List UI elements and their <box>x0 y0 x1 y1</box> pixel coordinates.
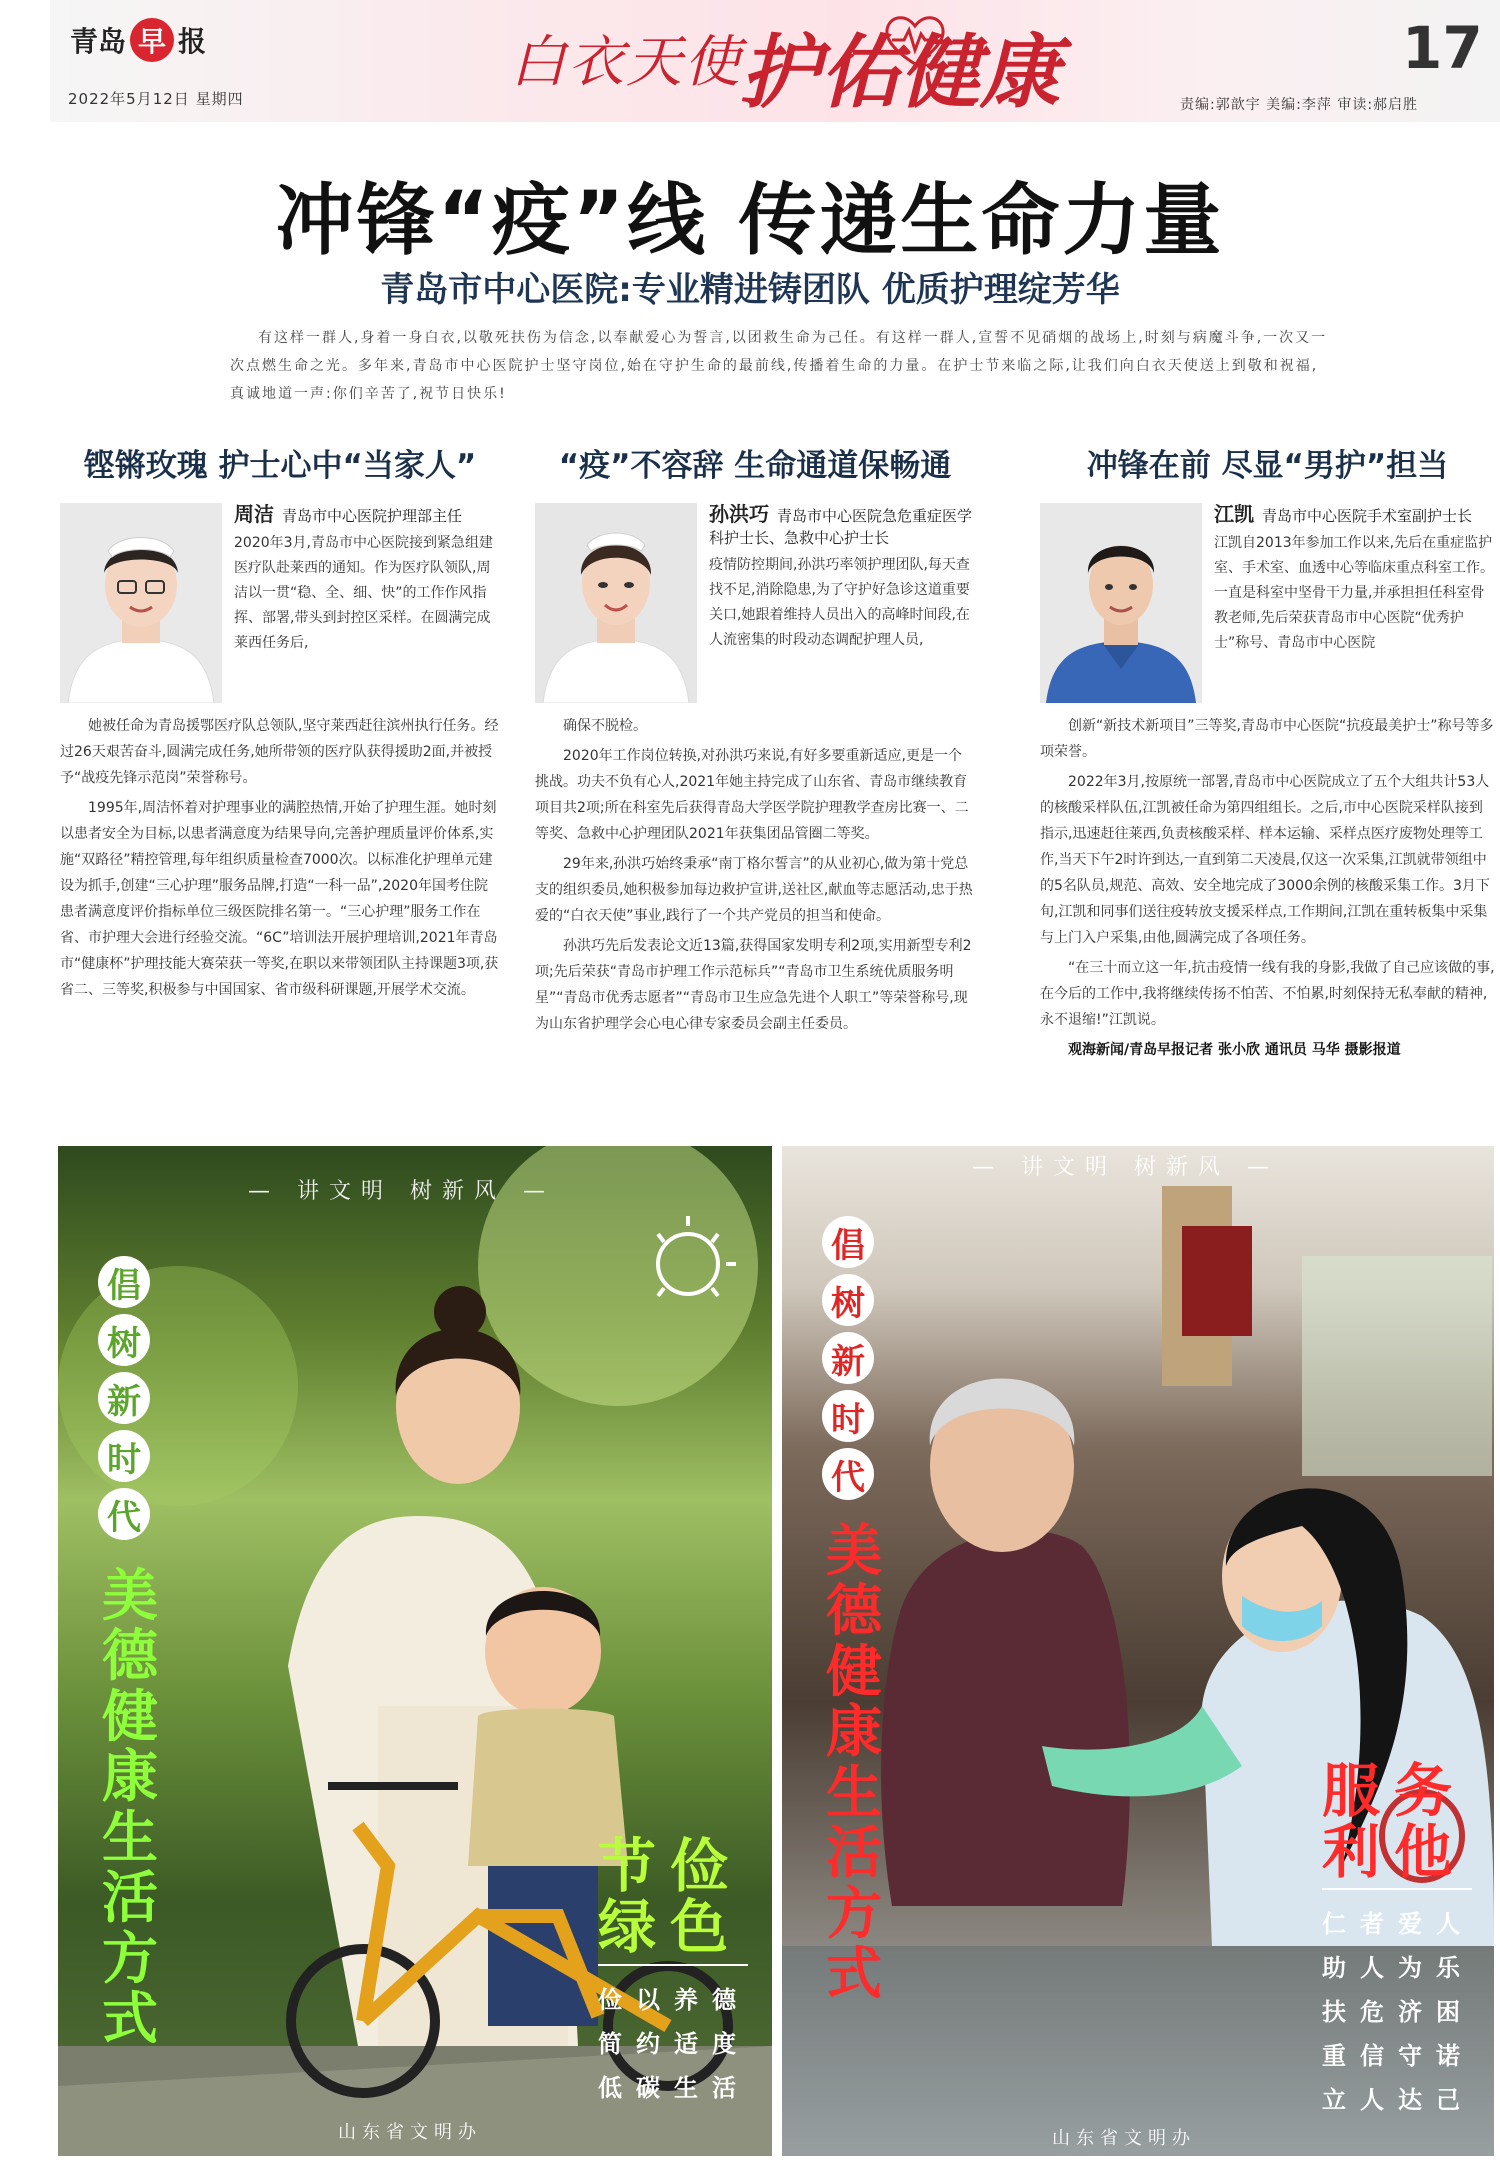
article-intro: 有这样一群人,身着一身白衣,以敬死扶伤为信念,以奉献爱心为誓言,以团救生命为己任。有这样一群人,宣誓不见硝烟的战场上,时刻与病魔斗争,一次又一次点燃生命之光。多年来,青岛市中心医院护士坚守岗位,始在守护生命的最前线,传播着生命的力量。在护士节来临之际,让我们向白衣天使送上到敬和祝福,真诚地道一声:你们辛苦了,祝节日快乐! <box>230 330 1328 402</box>
poster-vertical-title <box>98 1256 150 1546</box>
poster-bubble-char: 新 <box>822 1332 874 1384</box>
poster-slogan: — 讲文明 树新风 — <box>248 1179 555 1204</box>
poster-badge-line1: 节俭 <box>598 1832 743 1900</box>
reporter-credit: 观海新闻/青岛早报记者 张小欣 通讯员 马华 摄影报道 <box>1068 1042 1401 1058</box>
poster-bubble-char: 时 <box>98 1430 150 1482</box>
poster-slogan: — 讲文明 树新风 — <box>972 1155 1279 1180</box>
nurse-name: 江凯 <box>1214 502 1254 526</box>
logo-circle: 早 <box>130 18 174 62</box>
poster-bubble-title <box>822 1216 874 1506</box>
column-paragraph: 确保不脱检。 <box>563 718 647 734</box>
editor-credits: 责编:郭歆宇 美编:李萍 审读:郝启胜 <box>1180 97 1419 113</box>
logo-text-left: 青岛 <box>70 25 127 58</box>
nurse-portrait-photo <box>1040 503 1202 703</box>
poster-bubble-title <box>98 1256 150 1546</box>
poster-badge <box>1322 1757 1467 1886</box>
nurse-role: 青岛市中心医院手术室副护士长 <box>1262 507 1473 525</box>
column-text-top: 2020年3月,青岛市中心医院接到紧急组建医疗队赴莱西的通知。作为医疗队领队,周洁以一贯“稳、全、细、快”的工作作风指挥、部署,带头到封控区采样。在圆满完成莱西任务后, <box>234 535 493 651</box>
nurse-portrait-photo <box>535 503 697 703</box>
column-title: “疫”不容辞 生命通道保畅通 <box>558 448 952 484</box>
column-paragraph: 她被任命为青岛援鄂医疗队总领队,坚守莱西赶往滨州执行任务。经过26天艰苦奋斗,圆满完成任务,她所带领的医疗队获得援助2面,并被授予“战疫先锋示范岗”荣誉称号。 <box>60 718 499 786</box>
page-number: 17 <box>1402 14 1483 82</box>
column-title-part1: 白衣天使 <box>510 30 742 95</box>
poster-caption: 重信守诺 <box>1322 2042 1474 2070</box>
poster-caption: 仁者爱人 <box>1322 1910 1474 1938</box>
poster-badge-line2: 利他 <box>1322 1817 1467 1886</box>
poster-caption: 扶危济困 <box>1322 1998 1474 2026</box>
column-text-top: 疫情防控期间,孙洪巧率领护理团队,每天查找不足,消除隐患,为了守护好急诊这道重要关口,她跟着维持人员出入的高峰时间段,在人流密集的时段动态调配护理人员, <box>709 557 970 648</box>
article-headline: 冲锋“疫”线 传递生命力量 <box>275 176 1225 266</box>
article-subheadline: 青岛市中心医院:专业精进铸团队 优质护理绽芳华 <box>380 270 1120 310</box>
column-paragraph: 2020年工作岗位转换,对孙洪巧来说,有好多要重新适应,更是一个挑战。功夫不负有心人,2021年她主持完成了山东省、青岛市继续教育项目共2项;所在科室先后获得青岛大学医学院护理教学查房比赛一、二等奖、急救中心护理团队2021年获集团品管圈二等奖。 <box>535 748 969 842</box>
poster-caption: 助人为乐 <box>1322 1954 1474 1982</box>
nurse-name: 周洁 <box>234 502 274 526</box>
column-text-top: 江凯自2013年参加工作以来,先后在重症监护室、手术室、血透中心等临床重点科室工作。一直是科室中坚骨干力量,并承担担任科室骨教老师,先后荣获青岛市中心医院“优秀护士”称号、青岛市中心医院 <box>1214 535 1494 651</box>
poster-bubble-char: 倡 <box>822 1216 874 1268</box>
poster-badge-line2: 绿色 <box>598 1892 743 1961</box>
poster-bubble-char: 代 <box>98 1488 150 1540</box>
nurse-name: 孙洪巧 <box>709 502 769 526</box>
poster-caption: 立人达己 <box>1322 2086 1474 2114</box>
poster-bubble-char: 新 <box>98 1372 150 1424</box>
poster-bubble-char: 树 <box>98 1314 150 1366</box>
poster-issuer: 山东省文明办 <box>1052 2128 1196 2149</box>
column-paragraph: 1995年,周洁怀着对护理事业的满腔热情,开始了护理生涯。她时刻以患者安全为目标,以患者满意度为结果导向,完善护理质量评价体系,实施“双路径”精控管理,每年组织质量检查7000次。以标准化护理单元建设为抓手,创建“三心护理”服务品牌,打造“一科一品”,2020年国考住院患者满意度评价指标单位三级医院排名第一。“三心护理”服务工作在省、市护理大会进行经验交流。“6C”培训法开展护理培训,2021年青岛市“健康杯”护理技能大赛荣获一等奖,在职以来带领团队主持课题3项,获省二、三等奖,积极参与中国国家、省市级科研课题,开展学术交流。 <box>60 800 499 998</box>
masthead <box>50 0 1500 122</box>
poster-captions <box>1322 1902 1474 2122</box>
poster-bubble-char: 倡 <box>98 1256 150 1308</box>
poster-issuer: 山东省文明办 <box>338 2122 482 2143</box>
poster-main-title: 美德健康生活方式 <box>102 1563 158 2053</box>
poster-bubble-char: 代 <box>822 1448 874 1500</box>
poster-caption: 俭以养德 <box>598 1986 750 2014</box>
poster-captions <box>598 1978 750 2110</box>
profile-column-sun-hongqiao <box>535 440 975 1041</box>
poster-divider <box>1322 1888 1472 1890</box>
poster-caption: 简约适度 <box>598 2030 750 2058</box>
column-paragraph: “在三十而立这一年,抗击疫情一线有我的身影,我做了自己应该做的事,在今后的工作中,我将继续传扬不怕苦、不怕累,时刻保持无私奉献的精神,永不退缩!”江凯说。 <box>1040 960 1495 1028</box>
newspaper-logo <box>70 20 206 60</box>
poster-caption: 低碳生活 <box>598 2074 750 2102</box>
poster-bubble-char: 时 <box>822 1390 874 1442</box>
poster-badge <box>598 1832 743 1961</box>
issue-date: 2022年5月12日 星期四 <box>68 90 244 108</box>
public-service-poster-service <box>782 1146 1494 2156</box>
column-paragraph: 29年来,孙洪巧始终秉承“南丁格尔誓言”的从业初心,做为第十党总支的组织委员,她积极参加每边救护宣讲,送社区,献血等志愿活动,忠于热爱的“白衣天使”事业,践行了一个共产党员的担当和使命。 <box>535 856 973 924</box>
nurse-role: 青岛市中心医院急危重症医学科护士长、急救中心护士长 <box>709 507 973 547</box>
nurse-portrait-photo <box>60 503 222 703</box>
column-title-part2: 护佑健康 <box>740 25 1060 119</box>
poster-divider <box>598 1964 748 1966</box>
logo-text-right: 报 <box>178 25 207 58</box>
column-paragraph: 2022年3月,按原统一部署,青岛市中心医院成立了五个大组共计53人的核酸采样队伍,江凯被任命为第四组组长。之后,市中心医院采样队接到指示,迅速赶往莱西,负责核酸采样、样本运输、采样点医疗废物处理等工作,当天下午2时许到达,一直到第二天凌晨,仅这一次采集,江凯就带领组中的5名队员,规范、高效、安全地完成了3000余例的核酸采集工作。3月下旬,江凯和同事们送往疫转放支援采样点,工作期间,江凯在重转板集中采集与上门入户采集,由他,圆满完成了各项任务。 <box>1040 774 1490 946</box>
nurse-role: 青岛市中心医院护理部主任 <box>282 507 463 525</box>
column-paragraph: 孙洪巧先后发表论文近13篇,获得国家发明专利2项,实用新型专利2项;先后荣获“青岛市护理工作示范标兵”“青岛市卫生系统优质服务明星”“青岛市优秀志愿者”“青岛市卫生应急先进个人职工”等荣誉称号,现为山东省护理学会心电心律专家委员会副主任委员。 <box>535 938 972 1032</box>
heart-ecg-icon <box>880 10 950 70</box>
column-title: 冲锋在前 尽显“男护”担当 <box>1086 448 1449 484</box>
column-paragraph: 创新“新技术新项目”三等奖,青岛市中心医院“抗疫最美护士”称号等多项荣誉。 <box>1040 718 1494 760</box>
public-service-poster-frugal <box>58 1146 772 2156</box>
profile-column-zhou-jie <box>60 440 500 1007</box>
poster-main-title: 美德健康生活方式 <box>826 1518 882 2008</box>
profile-column-jiang-kai <box>1040 440 1495 1067</box>
poster-vertical-title <box>822 1216 874 1506</box>
poster-badge-line1: 服务 <box>1322 1757 1467 1825</box>
poster-bubble-char: 树 <box>822 1274 874 1326</box>
column-title: 铿锵玫瑰 护士心中“当家人” <box>83 448 477 484</box>
